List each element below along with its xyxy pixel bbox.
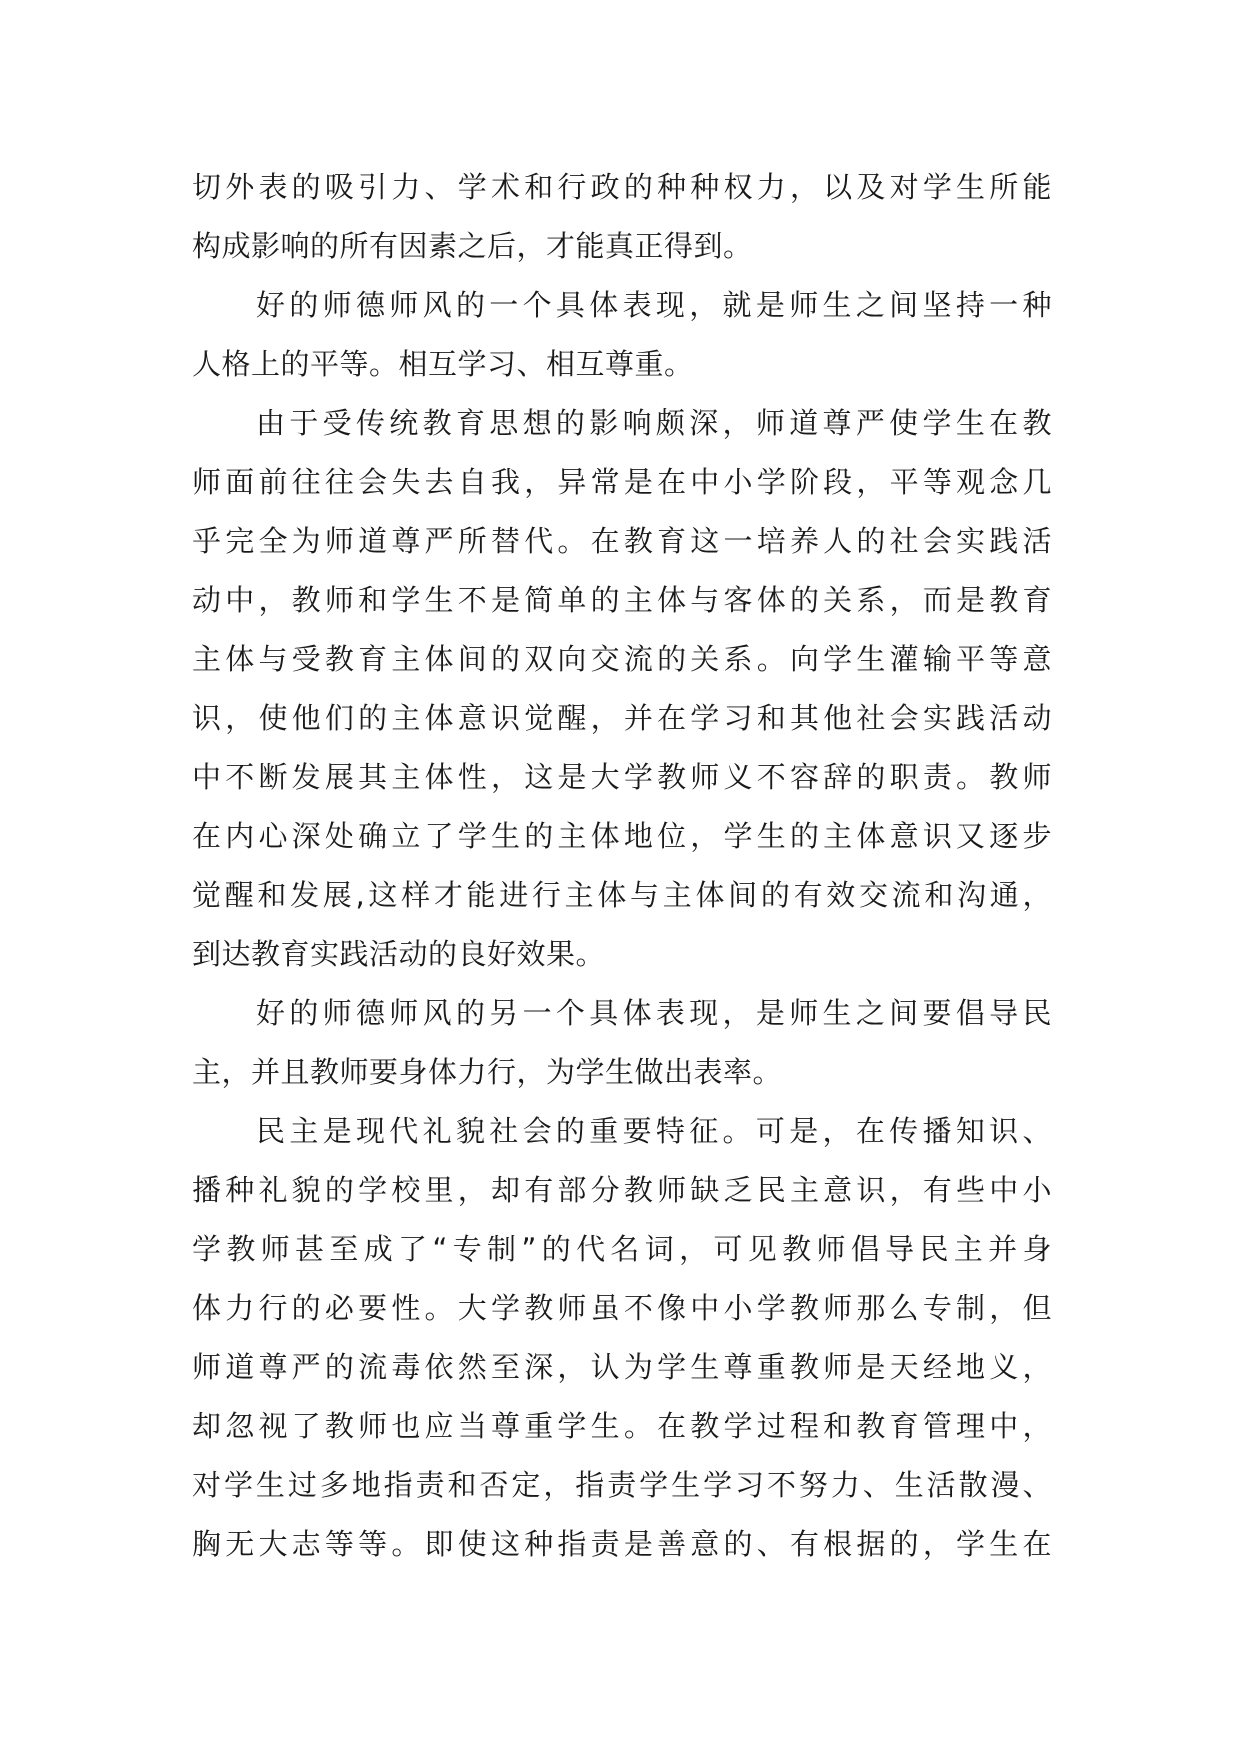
text-line: 动中，教师和学生不是简单的主体与客体的关系，而是教育 [192, 583, 1052, 617]
text-line: 学教师甚至成了“专制”的代名词，可见教师倡导民主并身 [192, 1232, 1052, 1266]
text-line: 觉醒和发展,这样才能进行主体与主体间的有效交流和沟通， [192, 878, 1052, 912]
text-line: 中不断发展其主体性，这是大学教师义不容辞的职责。教师 [192, 760, 1052, 794]
text-line: 好的师德师风的另一个具体表现，是师生之间要倡导民 [256, 996, 1052, 1030]
text-line: 师面前往往会失去自我，异常是在中小学阶段，平等观念几 [192, 465, 1052, 499]
text-line: 却忽视了教师也应当尊重学生。在教学过程和教育管理中， [192, 1409, 1052, 1443]
text-line: 民主是现代礼貌社会的重要特征。可是，在传播知识、 [256, 1114, 1052, 1148]
text-line: 好的师德师风的一个具体表现，就是师生之间坚持一种 [256, 288, 1052, 322]
document-body [192, 158, 1052, 1574]
text-line: 人格上的平等。相互学习、相互尊重。 [192, 347, 694, 381]
text-line: 体力行的必要性。大学教师虽不像中小学教师那么专制，但 [192, 1291, 1052, 1325]
text-line: 播种礼貌的学校里，却有部分教师缺乏民主意识，有些中小 [192, 1173, 1052, 1207]
text-line: 对学生过多地指责和否定，指责学生学习不努力、生活散漫、 [192, 1468, 1052, 1502]
text-line: 由于受传统教育思想的影响颇深，师道尊严使学生在教 [256, 406, 1052, 440]
text-line: 在内心深处确立了学生的主体地位，学生的主体意识又逐步 [192, 819, 1052, 853]
text-line: 主体与受教育主体间的双向交流的关系。向学生灌输平等意 [192, 642, 1052, 676]
text-line: 乎完全为师道尊严所替代。在教育这一培养人的社会实践活 [192, 524, 1052, 558]
text-line: 主，并且教师要身体力行，为学生做出表率。 [192, 1055, 783, 1089]
text-line: 到达教育实践活动的良好效果。 [192, 937, 606, 971]
text-line: 识，使他们的主体意识觉醒，并在学习和其他社会实践活动 [192, 701, 1052, 735]
text-line: 切外表的吸引力、学术和行政的种种权力，以及对学生所能 [192, 170, 1052, 204]
text-line: 师道尊严的流毒依然至深，认为学生尊重教师是天经地义， [192, 1350, 1052, 1384]
text-line: 构成影响的所有因素之后，才能真正得到。 [192, 229, 753, 263]
text-line: 胸无大志等等。即使这种指责是善意的、有根据的，学生在 [192, 1527, 1052, 1561]
